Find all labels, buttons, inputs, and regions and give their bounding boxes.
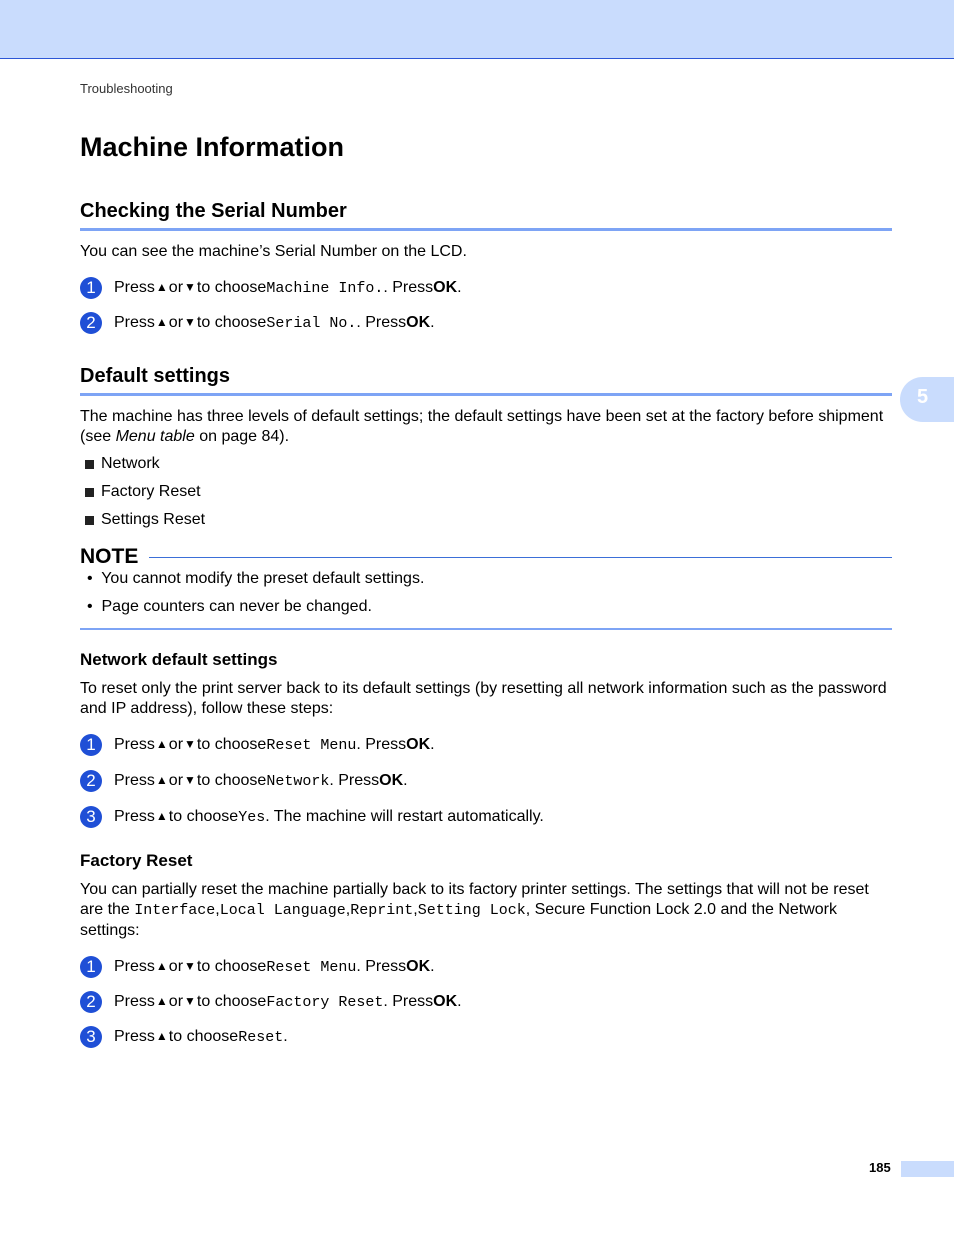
square-bullet-icon	[85, 516, 94, 525]
section-rule	[80, 228, 892, 231]
lcd-menu-text: Factory Reset	[266, 993, 384, 1011]
key-label: OK	[406, 314, 431, 331]
step-number-icon: 1	[80, 956, 102, 978]
footer-band	[901, 1161, 954, 1177]
lcd-menu-text: Serial No.	[266, 314, 357, 332]
section-heading-defaults: Default settings	[80, 365, 231, 387]
key-label: OK	[406, 736, 431, 753]
key-label: OK	[433, 279, 458, 296]
down-arrow-icon: ▼	[184, 737, 196, 751]
down-arrow-icon: ▼	[184, 315, 196, 329]
step-item: 3 Press ▲ to choose Reset .	[80, 1025, 288, 1049]
step-number-icon: 2	[80, 991, 102, 1013]
factory-intro: You can partially reset the machine partially back to its factory printer settings. The settings that will not be reset are the Interface,Local Language,Reprint,Setting Lock, Secure Function Lock 2.0 and the Network settings:	[80, 881, 869, 939]
step-number-icon: 1	[80, 277, 102, 299]
key-label: OK	[379, 772, 404, 789]
subsection-heading-factory: Factory Reset	[80, 851, 193, 870]
key-label: OK	[406, 958, 431, 975]
list-item: Factory Reset	[85, 483, 201, 501]
up-arrow-icon: ▲	[155, 737, 168, 751]
serial-intro: You can see the machine’s Serial Number on the LCD.	[80, 243, 467, 260]
page-title: Machine Information	[80, 132, 345, 162]
down-arrow-icon: ▼	[184, 959, 196, 973]
up-arrow-icon: ▲	[155, 1029, 168, 1043]
chapter-number: 5	[917, 386, 929, 408]
lcd-menu-text: Yes	[238, 808, 266, 826]
section-heading-serial: Checking the Serial Number	[80, 200, 347, 222]
network-intro: To reset only the print server back to its default settings (by resetting all network information such as the password and IP address), follow these steps:	[80, 680, 887, 717]
page-number: 185	[869, 1160, 891, 1175]
section-rule	[80, 393, 892, 396]
header-band	[0, 0, 954, 59]
up-arrow-icon: ▲	[155, 809, 168, 823]
up-arrow-icon: ▲	[155, 773, 168, 787]
key-label: OK	[433, 993, 458, 1010]
note-item: • You cannot modify the preset default settings.	[87, 570, 425, 587]
lcd-menu-text: Setting Lock	[417, 902, 526, 919]
square-bullet-icon	[85, 488, 94, 497]
down-arrow-icon: ▼	[184, 280, 196, 294]
breadcrumb: Troubleshooting	[80, 81, 173, 96]
down-arrow-icon: ▼	[184, 773, 196, 787]
step-item: 1 Press ▲ or ▼ to choose Reset Menu . Press OK .	[80, 733, 435, 757]
step-item: 3 Press ▲ to choose Yes . The machine will restart automatically.	[80, 805, 544, 829]
lcd-menu-text: Reset Menu	[266, 736, 357, 754]
lcd-menu-text: Local Language	[219, 902, 346, 919]
step-item: 1 Press ▲ or ▼ to choose Machine Info. . Press OK .	[80, 276, 462, 300]
lcd-menu-text: Reprint	[350, 902, 414, 919]
up-arrow-icon: ▲	[155, 994, 168, 1008]
step-number-icon: 2	[80, 770, 102, 792]
lcd-menu-text: Reset	[238, 1028, 284, 1046]
note-divider	[149, 557, 892, 558]
square-bullet-icon	[85, 460, 94, 469]
note-bottom-rule	[80, 628, 892, 630]
up-arrow-icon: ▲	[155, 280, 168, 294]
list-item: Settings Reset	[85, 511, 205, 529]
step-number-icon: 1	[80, 734, 102, 756]
note-title: NOTE	[80, 545, 139, 568]
bullet-icon: •	[87, 598, 93, 615]
lcd-menu-text: Network	[266, 772, 330, 790]
menu-table-reference: Menu table	[115, 428, 195, 445]
up-arrow-icon: ▲	[155, 315, 168, 329]
step-item: 2 Press ▲ or ▼ to choose Network . Press OK .	[80, 769, 408, 793]
step-number-icon: 2	[80, 312, 102, 334]
lcd-menu-text: Interface	[134, 902, 216, 919]
bullet-icon: •	[87, 570, 93, 587]
lcd-menu-text: Machine Info.	[266, 279, 384, 297]
step-item: 2 Press ▲ or ▼ to choose Serial No. . Press OK .	[80, 311, 435, 335]
defaults-intro: The machine has three levels of default settings; the default settings have been set at the factory before shipment (see Menu table on page 84).	[80, 408, 884, 445]
list-item: Network	[85, 455, 160, 473]
up-arrow-icon: ▲	[155, 959, 168, 973]
step-number-icon: 3	[80, 806, 102, 828]
step-number-icon: 3	[80, 1026, 102, 1048]
step-item: 2 Press ▲ or ▼ to choose Factory Reset . Press OK .	[80, 990, 462, 1014]
subsection-heading-network: Network default settings	[80, 650, 278, 669]
note-item: • Page counters can never be changed.	[87, 598, 372, 615]
down-arrow-icon: ▼	[184, 994, 196, 1008]
step-item: 1 Press ▲ or ▼ to choose Reset Menu . Press OK .	[80, 955, 435, 979]
lcd-menu-text: Reset Menu	[266, 958, 357, 976]
